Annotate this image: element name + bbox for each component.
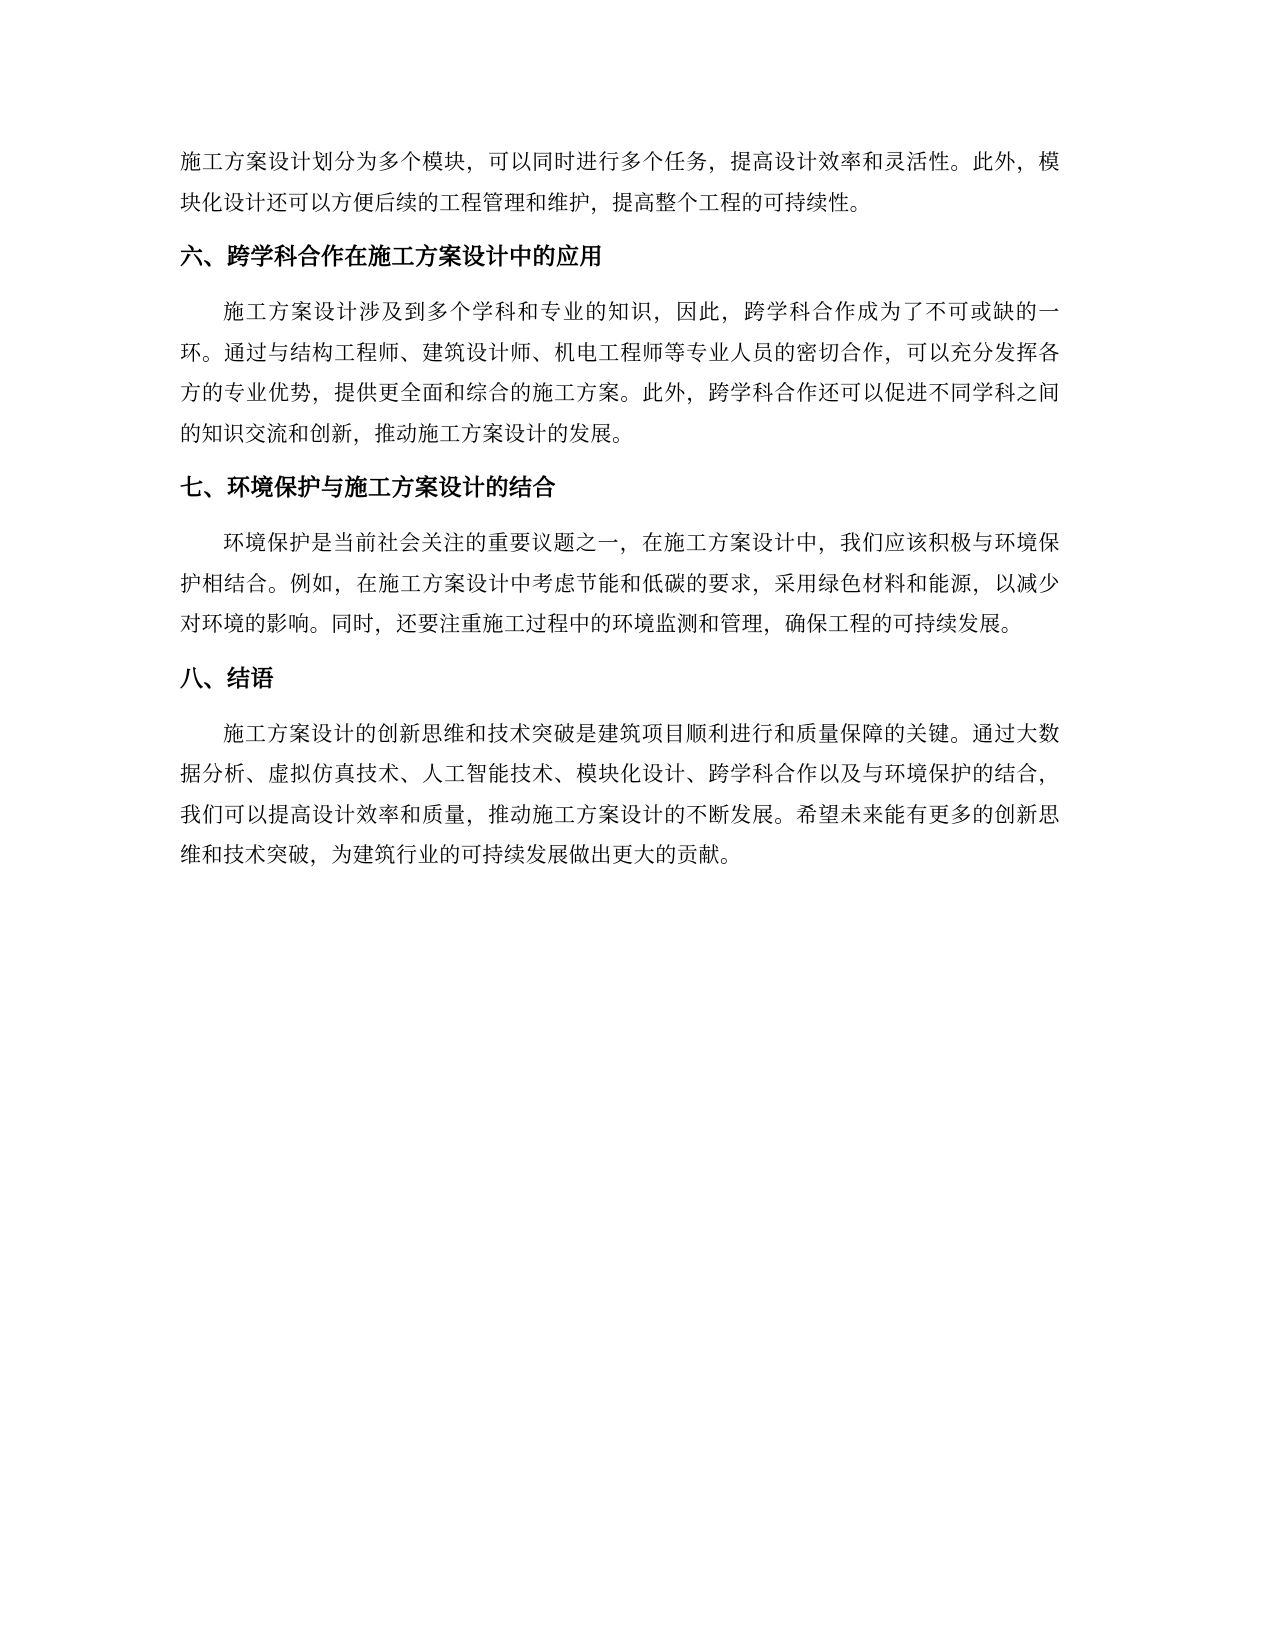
- section-paragraph-8: 施工方案设计的创新思维和技术突破是建筑项目顺利进行和质量保障的关键。通过大数据分析、虚拟仿真技术、人工智能技术、模块化设计、跨学科合作以及与环境保护的结合，我们可以提高设计效率和质量，推动施工方案设计的不断发展。希望未来能有更多的创新思维和技术突破，为建筑行业的可持续发展做出更大的贡献。: [180, 721, 1060, 867]
- section-heading-7: 七、环境保护与施工方案设计的结合: [180, 475, 556, 501]
- section-paragraph-7: 环境保护是当前社会关注的重要议题之一，在施工方案设计中，我们应该积极与环境保护相结合。例如，在施工方案设计中考虑节能和低碳的要求，采用绿色材料和能源，以减少对环境的影响。同时，还要注重施工过程中的环境监测和管理，确保工程的可持续发展。: [180, 531, 1060, 636]
- intro-paragraph: 施工方案设计划分为多个模块，可以同时进行多个任务，提高设计效率和灵活性。此外，模块化设计还可以方便后续的工程管理和维护，提高整个工程的可持续性。: [180, 150, 1060, 215]
- section-heading-6: 六、跨学科合作在施工方案设计中的应用: [180, 244, 603, 270]
- section-heading-8: 八、结语: [180, 665, 274, 692]
- section-paragraph-6: 施工方案设计涉及到多个学科和专业的知识，因此，跨学科合作成为了不可或缺的一环。通过与结构工程师、建筑设计师、机电工程师等专业人员的密切合作，可以充分发挥各方的专业优势，提供更全面和综合的施工方案。此外，跨学科合作还可以促进不同学科之间的知识交流和创新，推动施工方案设计的发展。: [180, 300, 1060, 446]
- document-page: [180, 142, 1060, 876]
